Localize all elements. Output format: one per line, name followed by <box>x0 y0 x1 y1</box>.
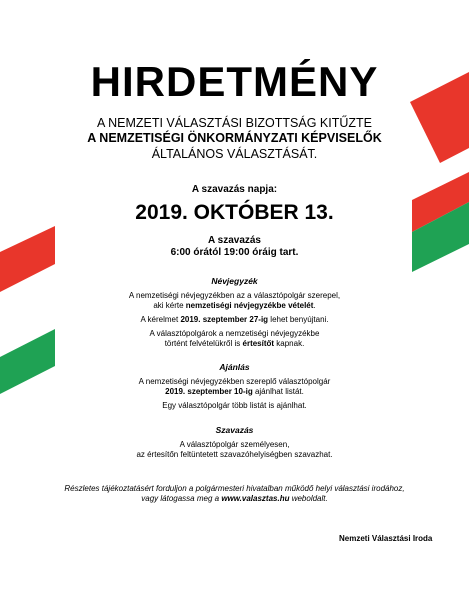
vote-day-label: A szavazás napja: <box>191 184 278 195</box>
headline-line-2: A NEMZETISÉGI ÖNKORMÁNYZATI KÉPVISELŐK <box>87 131 382 145</box>
hours-time: 6:00 órától 19:00 óráig tart. <box>170 247 299 258</box>
szavazas-p1a: A választópolgár személyesen, <box>179 440 290 449</box>
ajanlas-p2: Egy választópolgár több listát is ajánlhat. <box>162 401 307 410</box>
szavazas-p1b: az értesítőn feltüntetett szavazóhelyiségben szavazhat. <box>136 450 333 459</box>
vote-date: 2019. OKTÓBER 13. <box>135 201 334 224</box>
nevjegyzek-p3a: A választópolgárok a nemzetiségi névjegyzékbe <box>149 329 320 338</box>
section-title-ajanlas: Ajánlás <box>219 362 250 372</box>
hours-label: A szavazás <box>208 235 261 246</box>
headline-line-1: A NEMZETI VÁLASZTÁSI BIZOTTSÁG KITŰZTE <box>96 116 373 130</box>
signature: Nemzeti Választási Iroda <box>339 534 433 543</box>
footer-line-1: Részletes tájékoztatásért forduljon a polgármesteri hivatalban működő helyi választási irodához, <box>64 484 405 493</box>
ajanlas-p1b: 2019. szeptember 10-ig ajánlhat listát. <box>165 387 304 396</box>
website-link[interactable]: www.valasztas.hu <box>221 494 290 503</box>
nevjegyzek-p1a: A nemzetiségi névjegyzékben az a választópolgár szerepel, <box>128 291 341 300</box>
ajanlas-p1a: A nemzetiségi névjegyzékben szereplő választópolgár <box>138 377 331 386</box>
section-title-szavazas: Szavazás <box>215 425 254 435</box>
nevjegyzek-p3b: történt felvételükről is értesítőt kapnak. <box>164 339 305 348</box>
page-title: HIRDETMÉNY <box>90 58 379 105</box>
footer-line-2: vagy látogassa meg a www.valasztas.hu weboldalt. <box>141 494 328 503</box>
nevjegyzek-p2: A kérelmet 2019. szeptember 27-ig lehet benyújtani. <box>140 315 329 324</box>
section-title-nevjegyzek: Névjegyzék <box>211 276 258 286</box>
nevjegyzek-p1b: aki kérte nemzetiségi névjegyzékbe vételét. <box>153 301 316 310</box>
headline-line-3: ÁLTALÁNOS VÁLASZTÁSÁT. <box>151 147 318 161</box>
